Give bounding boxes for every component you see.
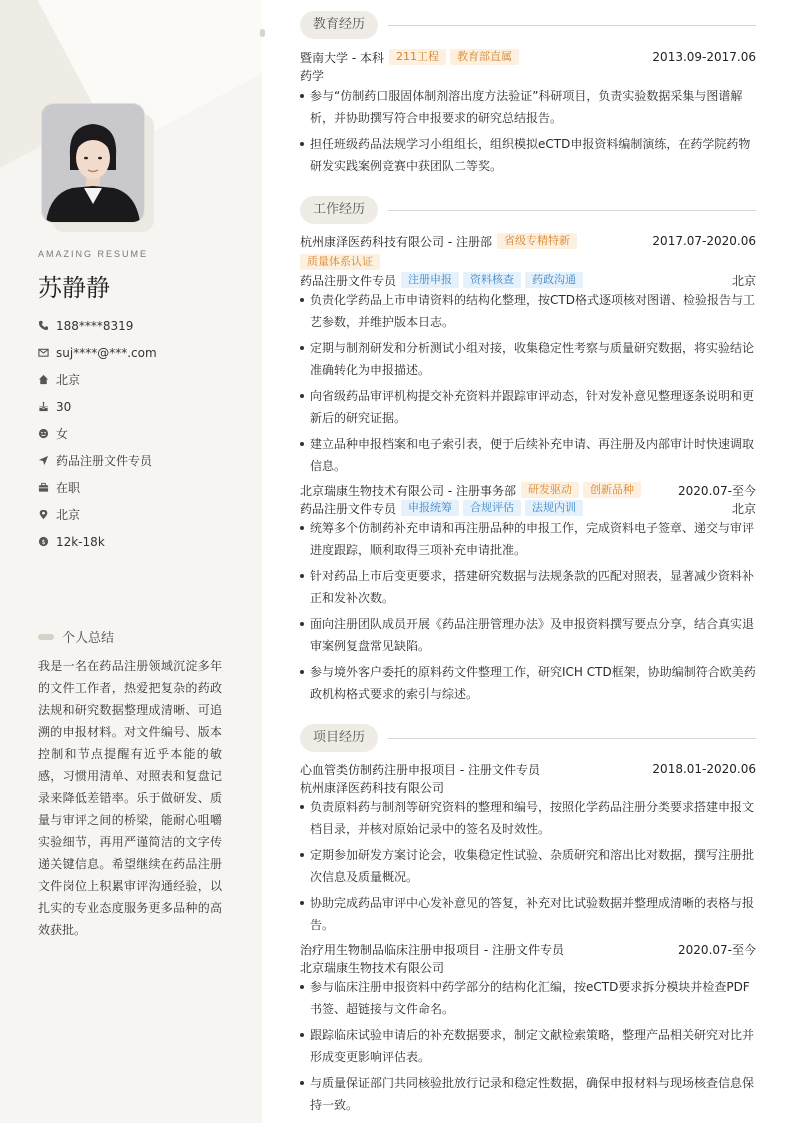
project-company: 杭州康泽医药科技有限公司 bbox=[300, 780, 445, 795]
project-period: 2020.07-至今 bbox=[678, 942, 756, 957]
job-period: 2017.07-2020.06 bbox=[652, 234, 756, 248]
school-tag: 教育部直属 bbox=[450, 49, 519, 65]
info-gender bbox=[38, 420, 157, 447]
job-role-row bbox=[300, 499, 756, 517]
role-tag: 药政沟通 bbox=[525, 272, 583, 288]
avatar-portrait-icon bbox=[42, 104, 144, 222]
mail-icon bbox=[38, 347, 56, 358]
decorative-dot bbox=[260, 29, 265, 37]
salary-icon bbox=[38, 536, 56, 547]
project-title-row bbox=[300, 940, 756, 958]
cake-icon bbox=[38, 401, 56, 412]
list-item: 针对药品上市后变更要求，搭建研究数据与法规条款的匹配对照表，显著减少资料补正和发补次数。 bbox=[300, 565, 756, 609]
education-school-row bbox=[300, 48, 756, 66]
list-item: 面向注册团队成员开展《药品注册管理办法》及申报资料撰写要点分享，结合真实退审案例复盘常见缺陷。 bbox=[300, 613, 756, 657]
list-item: 定期与制剂研发和分析测试小组对接，收集稳定性考察与质量研究数据，将实验结论准确转化为申报描述。 bbox=[300, 337, 756, 381]
project-title-row bbox=[300, 760, 756, 778]
send-icon bbox=[38, 455, 56, 466]
info-age bbox=[38, 393, 157, 420]
list-item: 统筹多个仿制药补充申请和再注册品种的申报工作，完成资料电子签章、递交与审评进度跟踪，顺利取得三项补充申请批准。 bbox=[300, 517, 756, 561]
summary-text: 我是一名在药品注册领域沉淀多年的文件工作者，热爱把复杂的药政法规和研究数据整理成清晰、可追溯的申报材料。对文件编号、版本控制和节点提醒有近乎本能的敏感，习惯用清单、对照表和复盘记录来降低差错率。乐于做研发、质量与审评之间的桥梁，能耐心咀嚼实验细节，再用严谨简洁的文字传递关键信息。希望继续在药品注册文件岗位上积累审评沟通经验，以扎实的专业态度服务更多品种的高效获批。 bbox=[38, 659, 222, 937]
role-tag: 申报统筹 bbox=[401, 500, 459, 516]
list-item: 向省级药品审评机构提交补充资料并跟踪审评动态，针对发补意见整理逐条说明和更新后的研究证据。 bbox=[300, 385, 756, 429]
project-name: 心血管类仿制药注册申报项目 - 注册文件专员 bbox=[300, 762, 540, 777]
major: 药学 bbox=[300, 68, 325, 83]
school-name: 暨南大学 - 本科 bbox=[300, 50, 384, 65]
work-section-header bbox=[300, 196, 756, 224]
phone-number: 188****8319 bbox=[56, 318, 134, 333]
role-tag: 合规评估 bbox=[463, 500, 521, 516]
section-divider bbox=[388, 210, 756, 211]
project-section-header bbox=[300, 724, 756, 752]
education-major-row bbox=[300, 66, 756, 84]
info-email bbox=[38, 339, 157, 366]
role-tag: 资料核查 bbox=[463, 272, 521, 288]
project-company-row bbox=[300, 778, 756, 796]
gender: 女 bbox=[56, 427, 69, 441]
project-company: 北京瑞康生物技术有限公司 bbox=[300, 960, 445, 975]
expected-salary: 12k-18k bbox=[56, 534, 105, 549]
list-item: 担任班级药品法规学习小组组长，组织模拟eCTD申报资料编制演练，在药学院药物研发实践案例竞赛中获团队二等奖。 bbox=[300, 133, 756, 177]
role-tag: 法规内训 bbox=[525, 500, 583, 516]
job-city: 北京 bbox=[731, 501, 756, 516]
summary-heading bbox=[38, 627, 114, 646]
job-city: 北京 bbox=[731, 273, 756, 288]
candidate-name: 苏静静 bbox=[38, 274, 110, 302]
sidebar bbox=[0, 0, 262, 1123]
job-company-row bbox=[300, 481, 756, 499]
company-tag: 研发驱动 bbox=[521, 482, 579, 498]
job-role-row bbox=[300, 271, 756, 289]
job-role: 药品注册文件专员 bbox=[300, 273, 397, 288]
info-job-status bbox=[38, 474, 157, 501]
list-item: 与质量保证部门共同核验批放行记录和稳定性数据，确保申报材料与现场核查信息保持一致。 bbox=[300, 1072, 756, 1116]
age: 30 bbox=[56, 399, 72, 414]
list-item: 参与“仿制药口服固体制剂溶出度方法验证”科研项目，负责实验数据采集与图谱解析，并协助撰写符合申报要求的研究总结报告。 bbox=[300, 85, 756, 129]
section-title: 教育经历 bbox=[300, 11, 378, 39]
job-role: 药品注册文件专员 bbox=[300, 501, 397, 516]
info-phone bbox=[38, 312, 157, 339]
briefcase-icon bbox=[38, 482, 56, 493]
list-item: 参与临床注册申报资料中药学部分的结构化汇编，按eCTD要求拆分模块并检查PDF书签、超链接与文件命名。 bbox=[300, 976, 756, 1020]
list-item: 建立品种申报档案和电子索引表，便于后续补充申请、再注册及内部审计时快速调取信息。 bbox=[300, 433, 756, 477]
section-divider bbox=[388, 738, 756, 739]
company-tag: 省级专精特新 bbox=[497, 233, 577, 249]
company-name: 杭州康泽医药科技有限公司 - 注册部 bbox=[300, 234, 492, 249]
project-company-row bbox=[300, 958, 756, 976]
home-icon bbox=[38, 374, 56, 385]
school-tag: 211工程 bbox=[389, 49, 446, 65]
list-item: 参与境外客户委托的原料药文件整理工作，研究ICH CTD框架，协助编制符合欧美药政机构格式要求的索引与综述。 bbox=[300, 661, 756, 705]
email-address: suj****@***.com bbox=[56, 345, 157, 360]
list-item: 负责原料药与制剂等研究资料的整理和编号，按照化学药品注册分类要求搭建申报文档目录，并核对原始记录中的签名及时效性。 bbox=[300, 796, 756, 840]
profile-photo bbox=[41, 103, 145, 223]
company-name: 北京瑞康生物技术有限公司 - 注册事务部 bbox=[300, 483, 516, 498]
project-period: 2018.01-2020.06 bbox=[652, 762, 756, 776]
brand-label: AMAZING RESUME bbox=[38, 249, 149, 259]
gender-icon bbox=[38, 428, 56, 439]
info-residence bbox=[38, 366, 157, 393]
list-item: 协助完成药品审评中心发补意见的答复，补充对比试验数据并整理成清晰的表格与报告。 bbox=[300, 892, 756, 936]
job-period: 2020.07-至今 bbox=[678, 483, 756, 498]
svg-text:$: $ bbox=[41, 537, 46, 546]
education-period: 2013.09-2017.06 bbox=[652, 50, 756, 64]
list-item: 跟踪临床试验申请后的补充数据要求，制定文献检索策略，整理产品相关研究对比并形成变更影响评估表。 bbox=[300, 1024, 756, 1068]
job-company-row bbox=[300, 232, 756, 250]
job-company-tag-row bbox=[300, 253, 756, 271]
project-name: 治疗用生物制品临床注册申报项目 - 注册文件专员 bbox=[300, 942, 564, 957]
target-position: 药品注册文件专员 bbox=[56, 454, 153, 468]
heading-bar bbox=[38, 634, 54, 640]
contact-info-list bbox=[38, 312, 157, 555]
info-expected-salary bbox=[38, 528, 157, 555]
residence: 北京 bbox=[56, 373, 81, 387]
location-pin-icon bbox=[38, 509, 56, 520]
section-title: 工作经历 bbox=[300, 196, 378, 224]
section-title: 项目经历 bbox=[300, 724, 378, 752]
summary-heading-text: 个人总结 bbox=[62, 631, 115, 646]
role-tag: 注册申报 bbox=[401, 272, 459, 288]
company-tag: 质量体系认证 bbox=[300, 254, 380, 270]
info-target-city bbox=[38, 501, 157, 528]
list-item: 负责化学药品上市申请资料的结构化整理，按CTD格式逐项核对图谱、检验报告与工艺参数，并维护版本日志。 bbox=[300, 289, 756, 333]
company-tag: 创新品种 bbox=[583, 482, 641, 498]
education-section-header bbox=[300, 11, 756, 39]
info-target-position bbox=[38, 447, 157, 474]
list-item: 定期参加研发方案讨论会，收集稳定性试验、杂质研究和溶出比对数据，撰写注册批次信息及质量概况。 bbox=[300, 844, 756, 888]
section-divider bbox=[388, 25, 756, 26]
target-city: 北京 bbox=[56, 508, 81, 522]
phone-icon bbox=[38, 320, 56, 331]
job-status: 在职 bbox=[56, 481, 81, 495]
